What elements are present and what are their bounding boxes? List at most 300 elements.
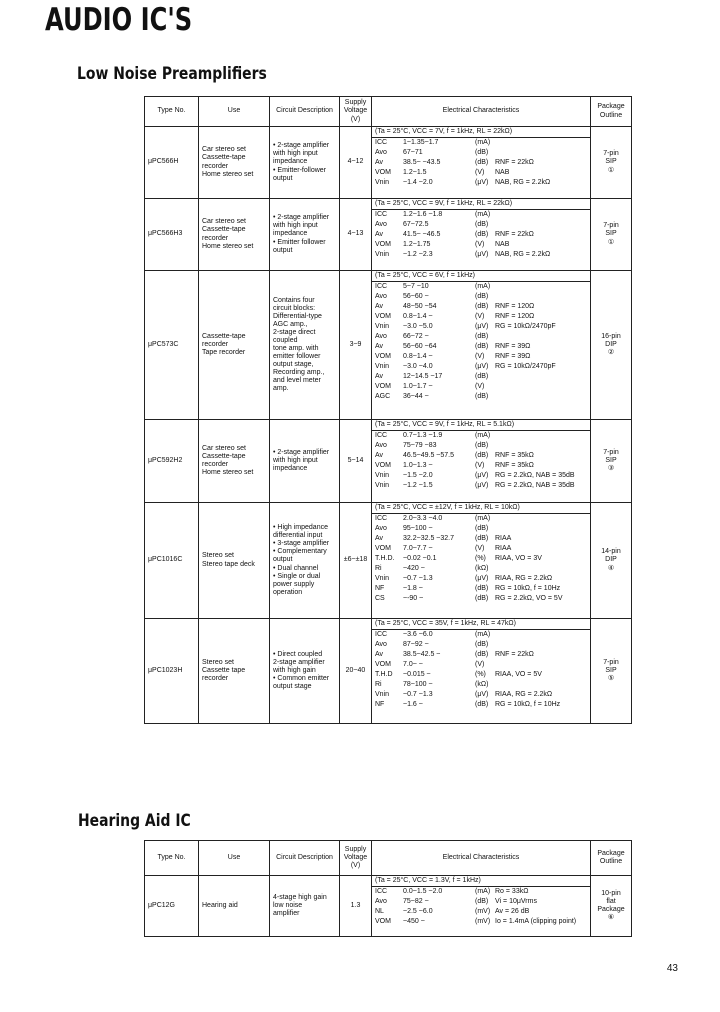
electrical-characteristics-cell (372, 199, 591, 271)
parameter-unit: (μV) (475, 690, 489, 698)
parameter-line (372, 897, 590, 907)
package-line: 7-pin (603, 658, 619, 666)
parameter-unit: (V) (475, 382, 485, 390)
parameter-symbol: Av (375, 302, 384, 310)
electrical-characteristics-cell (372, 619, 591, 724)
parameter-unit: (mA) (475, 514, 491, 522)
parameter-values: 7.0~ ~ (403, 660, 423, 668)
parameter-unit: (μV) (475, 574, 489, 582)
circuit-line: power supply (273, 580, 315, 588)
table-row (145, 271, 632, 420)
parameter-condition: NAB, RG = 2.2kΩ (495, 178, 551, 186)
use-cell (199, 271, 270, 420)
use-line: Car stereo set (202, 444, 246, 452)
electrical-characteristics-cell (372, 876, 591, 937)
header-circuit: Circuit Description (270, 841, 340, 876)
parameter-condition: RNF = 120Ω (495, 312, 535, 320)
package-line: DIP (605, 556, 617, 564)
parameter-symbol: VOM (375, 660, 391, 668)
test-conditions: (Ta = 25°C, VCC = 1.3V, f = 1kHz) (372, 876, 590, 887)
parameter-values: ~0.7 ~1.3 (403, 690, 433, 698)
parameter-condition: RG = 2.2kΩ, NAB = 35dB (495, 471, 575, 479)
electrical-list (372, 876, 590, 927)
use-line: Home stereo set (202, 170, 254, 178)
parameter-line (372, 168, 590, 178)
parameter-values: 12~14.5 ~17 (403, 372, 443, 380)
parameter-unit: (dB) (475, 392, 489, 400)
parameter-values: 1.0~1.7 ~ (403, 382, 433, 390)
circuit-description-cell (270, 420, 340, 503)
parameter-unit: (V) (475, 461, 485, 469)
parameter-line (372, 534, 590, 544)
parameter-values: ~0.015 ~ (403, 670, 431, 678)
parameter-line (372, 382, 590, 392)
circuit-line: • Dual channel (273, 564, 319, 572)
parameter-symbol: NF (375, 700, 385, 708)
circuit-line: operation (273, 588, 303, 596)
parameter-line (372, 362, 590, 372)
circuit-line: circuit blocks: (273, 304, 316, 312)
parameter-condition: RNF = 22kΩ (495, 158, 534, 166)
supply-voltage-cell: 4~12 (340, 127, 372, 199)
circuit-line: • 2-stage amplifier (273, 214, 330, 222)
parameter-unit: (dB) (475, 700, 489, 708)
parameter-symbol: ICC (375, 514, 388, 522)
circuit-line: with high input (273, 150, 318, 158)
supply-voltage-cell: 20~40 (340, 619, 372, 724)
parameter-unit: (μV) (475, 481, 489, 489)
parameter-symbol: Avo (375, 292, 387, 300)
parameter-values: 0.8~1.4 ~ (403, 312, 433, 320)
parameter-values: ~3.0 ~5.0 (403, 322, 433, 330)
package-line: 7-pin (603, 222, 619, 230)
parameter-symbol: Vnin (375, 362, 390, 370)
electrical-characteristics-cell (372, 127, 591, 199)
parameter-line (372, 514, 590, 524)
parameter-condition: RIAA, VO = 3V (495, 554, 542, 562)
parameter-line (372, 372, 590, 382)
parameter-symbol: Avo (375, 897, 387, 905)
parameter-line (372, 584, 590, 594)
circuit-line: low noise (273, 901, 303, 909)
parameter-condition: Ro = 33kΩ (495, 887, 529, 895)
parameter-condition: Io = 1.4mA (clipping point) (495, 917, 577, 925)
parameter-values: ~2.5 ~6.0 (403, 907, 433, 915)
circuit-line: 4-stage high gain (273, 893, 327, 901)
circuit-line: output stage, (273, 361, 314, 369)
parameter-condition: RG = 10kΩ, f = 10Hz (495, 584, 561, 592)
parameter-values: 66~72 ~ (403, 332, 429, 340)
electrical-characteristics-cell (372, 271, 591, 420)
parameter-unit: (mA) (475, 138, 491, 146)
circuit-description-cell (270, 503, 340, 619)
hearing-aid-table (144, 840, 632, 937)
type-number-cell: μPC592H2 (145, 420, 199, 503)
parameter-symbol: Av (375, 158, 384, 166)
package-line: ⑤ (607, 675, 615, 683)
header-electrical: Electrical Characteristics (372, 841, 591, 876)
circuit-description-cell (270, 127, 340, 199)
parameter-condition: Vi = 10μVrms (495, 897, 537, 905)
parameter-symbol: Avo (375, 524, 387, 532)
parameter-values: ~1.2 ~1.5 (403, 481, 433, 489)
header-type: Type No. (145, 97, 199, 127)
circuit-line: amplifier (273, 910, 300, 918)
parameter-values: 1.2~1.75 (403, 240, 431, 248)
parameter-condition: RNF = 22kΩ (495, 230, 534, 238)
parameter-symbol: Av (375, 342, 384, 350)
parameter-values: 75~79 ~83 (403, 441, 437, 449)
use-line: Car stereo set (202, 146, 246, 154)
parameter-values: 7.0~7.7 ~ (403, 544, 433, 552)
parameter-condition: NAB, RG = 2.2kΩ (495, 250, 551, 258)
parameter-condition: RNF = 35kΩ (495, 451, 534, 459)
parameter-symbol: VOM (375, 461, 391, 469)
circuit-line: 2-stage amplifier (273, 658, 325, 666)
circuit-line: • High impedance (273, 524, 328, 532)
circuit-line: 2-stage direct (273, 328, 316, 336)
parameter-symbol: Vnin (375, 574, 390, 582)
package-line: ⑥ (607, 914, 615, 922)
parameter-symbol: VOM (375, 352, 391, 360)
parameter-symbol: ICC (375, 630, 388, 638)
use-cell (199, 619, 270, 724)
parameter-line (372, 700, 590, 710)
type-number-cell: μPC566H3 (145, 199, 199, 271)
type-number-cell: μPC573C (145, 271, 199, 420)
parameter-unit: (mA) (475, 431, 491, 439)
parameter-unit: (dB) (475, 230, 489, 238)
circuit-description-cell (270, 199, 340, 271)
parameter-condition: RG = 10kΩ/2470pF (495, 322, 556, 330)
circuit-description-cell (270, 271, 340, 420)
parameter-line (372, 481, 590, 491)
package-outline-cell (591, 271, 632, 420)
parameter-unit: (V) (475, 352, 485, 360)
parameter-values: ~3.6 ~6.0 (403, 630, 433, 638)
electrical-list (372, 503, 590, 604)
parameter-line (372, 640, 590, 650)
parameter-condition: RG = 2.2kΩ, NAB = 35dB (495, 481, 575, 489)
circuit-line: impedance (273, 465, 308, 473)
parameter-symbol: NF (375, 584, 385, 592)
circuit-line: emitter follower (273, 353, 321, 361)
parameter-condition: RIAA, RG = 2.2kΩ (495, 574, 553, 582)
circuit-description-cell (270, 876, 340, 937)
type-number-cell: μPC12G (145, 876, 199, 937)
parameter-values: 5~7 ~10 (403, 282, 429, 290)
use-cell (199, 503, 270, 619)
test-conditions: (Ta = 25°C, VCC = 6V, f = 1kHz) (372, 271, 590, 282)
parameter-line (372, 392, 590, 402)
circuit-line: output (273, 556, 293, 564)
parameter-values: 1~1.35~1.7 (403, 138, 439, 146)
test-conditions: (Ta = 25°C, VCC = 7V, f = 1kHz, RL = 22kΩ) (372, 127, 590, 138)
preamp-table (144, 96, 632, 724)
type-number-cell: μPC1023H (145, 619, 199, 724)
parameter-values: 41.5~ ~46.5 (403, 230, 441, 238)
parameter-condition: Av = 26 dB (495, 907, 530, 915)
parameter-line (372, 332, 590, 342)
parameter-condition: RNF = 39Ω (495, 342, 531, 350)
parameter-unit: (dB) (475, 524, 489, 532)
circuit-line: impedance (273, 158, 308, 166)
parameter-values: 38.5~42.5 ~ (403, 650, 441, 658)
parameter-line (372, 302, 590, 312)
circuit-line: coupled (273, 336, 298, 344)
table-row (145, 127, 632, 199)
use-line: Cassette tape recorder (202, 666, 246, 683)
parameter-symbol: ICC (375, 138, 388, 146)
circuit-line: Differential-type (273, 312, 322, 320)
use-line: Hearing aid (202, 901, 238, 909)
circuit-line: Recording amp., (273, 369, 325, 377)
parameter-line (372, 907, 590, 917)
package-line: SIP (605, 666, 617, 674)
parameter-unit: (dB) (475, 441, 489, 449)
package-line: 7-pin (603, 150, 619, 158)
package-line: flat (606, 897, 616, 905)
circuit-line: impedance (273, 230, 308, 238)
parameter-unit: (dB) (475, 148, 489, 156)
electrical-characteristics-cell (372, 420, 591, 503)
circuit-line: amp. (273, 385, 289, 393)
parameter-line (372, 630, 590, 640)
package-line: DIP (605, 340, 617, 348)
parameter-line (372, 292, 590, 302)
header-voltage: Supply Voltage (V) (340, 97, 372, 127)
electrical-list (372, 199, 590, 260)
parameter-symbol: Vnin (375, 322, 390, 330)
package-line: Package (597, 906, 625, 913)
parameter-condition: NAB (495, 240, 510, 248)
header-package: Package Outline (591, 97, 632, 127)
parameter-values: ~3.0 ~4.0 (403, 362, 433, 370)
parameter-values: ~1.8 ~ (403, 584, 423, 592)
parameter-unit: (kΩ) (475, 564, 489, 572)
parameter-symbol: Av (375, 372, 384, 380)
parameter-symbol: T.H.D (375, 670, 393, 678)
parameter-condition: RIAA (495, 544, 512, 552)
circuit-line: AGC amp., (273, 320, 308, 328)
parameter-values: ~0.7 ~1.3 (403, 574, 433, 582)
parameter-unit: (dB) (475, 342, 489, 350)
parameter-values: 1.0~1.3 ~ (403, 461, 433, 469)
parameter-condition: RNF = 39Ω (495, 352, 531, 360)
supply-voltage-cell: ±6~±18 (340, 503, 372, 619)
hearing-aid-heading: Hearing Aid IC (78, 811, 191, 831)
electrical-list (372, 619, 590, 710)
parameter-values: 67~71 (403, 148, 423, 156)
parameter-unit: (dB) (475, 372, 489, 380)
circuit-line: • 3-stage amplifier (273, 540, 330, 548)
use-cell (199, 199, 270, 271)
parameter-values: 56~60 ~64 (403, 342, 437, 350)
parameter-condition: RIAA, RG = 2.2kΩ (495, 690, 553, 698)
electrical-characteristics-cell (372, 503, 591, 619)
parameter-line (372, 240, 590, 250)
parameter-unit: (dB) (475, 897, 489, 905)
parameter-unit: (dB) (475, 650, 489, 658)
parameter-unit: (μV) (475, 178, 489, 186)
parameter-values: ~450 ~ (403, 917, 425, 925)
parameter-values: ~1.2 ~2.3 (403, 250, 433, 258)
circuit-line: • Single or dual (273, 572, 321, 580)
parameter-symbol: Avo (375, 220, 387, 228)
supply-voltage-cell: 4~13 (340, 199, 372, 271)
use-cell (199, 420, 270, 503)
circuit-line: • Common emitter (273, 675, 330, 683)
parameter-unit: (V) (475, 168, 485, 176)
parameter-line (372, 158, 590, 168)
package-line: 7-pin (603, 448, 619, 456)
use-cell (199, 876, 270, 937)
parameter-line (372, 670, 590, 680)
supply-voltage-cell: 3~9 (340, 271, 372, 420)
test-conditions: (Ta = 25°C, VCC = 9V, f = 1kHz, RL = 22kΩ) (372, 199, 590, 210)
package-line: ① (607, 166, 615, 174)
parameter-symbol: Avo (375, 332, 387, 340)
parameter-values: 95~100 ~ (403, 524, 433, 532)
parameter-values: 38.5~ ~43.5 (403, 158, 441, 166)
table-row (145, 503, 632, 619)
package-outline-cell (591, 199, 632, 271)
supply-voltage-cell: 1.3 (340, 876, 372, 937)
use-line: Home stereo set (202, 469, 254, 477)
parameter-unit: (dB) (475, 302, 489, 310)
parameter-condition: RNF = 35kΩ (495, 461, 534, 469)
parameter-line (372, 660, 590, 670)
parameter-unit: (dB) (475, 534, 489, 542)
parameter-values: 2.0~3.3 ~4.0 (403, 514, 443, 522)
parameter-unit: (dB) (475, 292, 489, 300)
circuit-line: • Direct coupled (273, 650, 323, 658)
parameter-values: 48~50 ~54 (403, 302, 437, 310)
supply-voltage-cell: 5~14 (340, 420, 372, 503)
package-line: 14-pin (601, 548, 621, 556)
parameter-values: 0.0~1.5 ~2.0 (403, 887, 443, 895)
parameter-unit: (%) (475, 670, 486, 678)
table-row (145, 199, 632, 271)
circuit-line: with high input (273, 456, 318, 464)
header-use: Use (199, 97, 270, 127)
parameter-line (372, 887, 590, 897)
header-circuit: Circuit Description (270, 97, 340, 127)
parameter-line (372, 210, 590, 220)
parameter-line (372, 178, 590, 188)
parameter-symbol: VOM (375, 917, 391, 925)
parameter-unit: (dB) (475, 158, 489, 166)
parameter-values: ~420 ~ (403, 564, 425, 572)
parameter-symbol: ICC (375, 210, 388, 218)
use-line: Cassette-tape recorder (202, 226, 246, 242)
package-outline-cell (591, 503, 632, 619)
parameter-symbol: VOM (375, 240, 391, 248)
header-use: Use (199, 841, 270, 876)
circuit-line: output (273, 246, 293, 254)
circuit-line: Contains four (273, 296, 315, 304)
parameter-unit: (dB) (475, 332, 489, 340)
parameter-unit: (μV) (475, 362, 489, 370)
package-outline-cell (591, 619, 632, 724)
test-conditions: (Ta = 25°C, VCC = 9V, f = 1kHz, RL = 5.1kΩ) (372, 420, 590, 431)
parameter-unit: (mV) (475, 917, 491, 925)
circuit-line: • 2-stage amplifier (273, 448, 330, 456)
parameter-values: 0.8~1.4 ~ (403, 352, 433, 360)
parameter-line (372, 441, 590, 451)
parameter-line (372, 431, 590, 441)
circuit-line: tone amp. with (273, 345, 319, 352)
parameter-symbol: VOM (375, 168, 391, 176)
header-type: Type No. (145, 841, 199, 876)
circuit-line: • Emitter-follower (273, 166, 327, 174)
parameter-unit: (V) (475, 544, 485, 552)
test-conditions: (Ta = 25°C, VCC = 35V, f = 1kHz, RL = 47kΩ) (372, 619, 590, 630)
parameter-unit: (kΩ) (475, 680, 489, 688)
table-row (145, 876, 632, 937)
parameter-symbol: Avo (375, 640, 387, 648)
parameter-symbol: AGC (375, 392, 391, 400)
parameter-symbol: Av (375, 451, 384, 459)
parameter-line (372, 250, 590, 260)
parameter-symbol: CS (375, 594, 385, 602)
parameter-values: 78~100 ~ (403, 680, 433, 688)
parameter-unit: (μV) (475, 322, 489, 330)
parameter-values: 46.5~49.5 ~57.5 (403, 451, 454, 459)
parameter-line (372, 148, 590, 158)
package-line: 16-pin (601, 332, 621, 340)
parameter-symbol: Vnin (375, 178, 390, 186)
parameter-line (372, 554, 590, 564)
use-line: Cassette-tape recorder (202, 154, 246, 170)
parameter-unit: (mA) (475, 282, 491, 290)
header-electrical: Electrical Characteristics (372, 97, 591, 127)
parameter-unit: (V) (475, 312, 485, 320)
circuit-line: and level meter (273, 377, 321, 385)
electrical-list (372, 271, 590, 402)
parameter-values: ~0.02 ~0.1 (403, 554, 437, 562)
parameter-symbol: NL (375, 907, 384, 915)
parameter-symbol: Avo (375, 148, 387, 156)
parameter-unit: (μV) (475, 250, 489, 258)
parameter-values: ~-90 ~ (403, 594, 424, 602)
use-line: Car stereo set (202, 218, 246, 226)
package-line: SIP (605, 158, 617, 166)
page-number: 43 (666, 963, 678, 974)
type-number-cell: μPC566H (145, 127, 199, 199)
electrical-list (372, 420, 590, 491)
circuit-line: with high input (273, 222, 318, 230)
parameter-symbol: Ri (375, 680, 382, 688)
package-outline-cell (591, 876, 632, 937)
parameter-symbol: Av (375, 230, 384, 238)
parameter-symbol: Vnin (375, 690, 390, 698)
parameter-line (372, 524, 590, 534)
parameter-values: 67~72.5 (403, 220, 429, 228)
parameter-unit: (dB) (475, 220, 489, 228)
parameter-line (372, 574, 590, 584)
parameter-line (372, 282, 590, 292)
parameter-line (372, 650, 590, 660)
parameter-line (372, 230, 590, 240)
package-line: ② (607, 349, 615, 357)
parameter-symbol: Vnin (375, 481, 390, 489)
parameter-values: 87~92 ~ (403, 640, 429, 648)
use-line: Stereo set (202, 552, 234, 560)
parameter-condition: NAB (495, 168, 510, 176)
parameter-line (372, 461, 590, 471)
package-line: ① (607, 238, 615, 246)
